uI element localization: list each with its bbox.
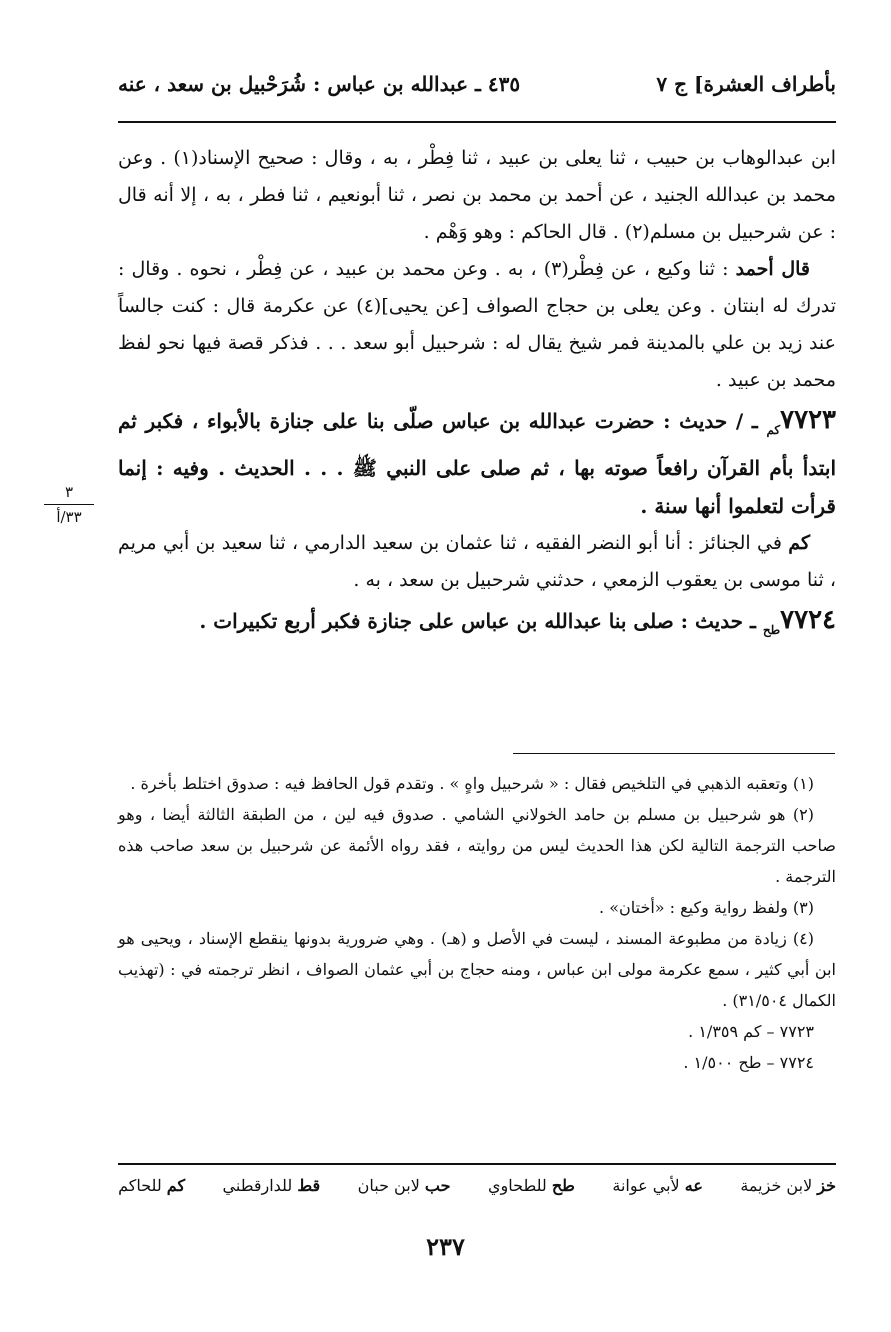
header-rule xyxy=(118,121,836,123)
folio-bottom: ٣٣/أ xyxy=(56,508,82,526)
legend-abbr: كم xyxy=(166,1176,186,1195)
manuscript-folio-note xyxy=(40,482,98,527)
legend-rule xyxy=(118,1163,836,1165)
legend-name: لأبي عوانة xyxy=(612,1176,680,1195)
legend-item xyxy=(358,1176,451,1195)
legend-name: لابن حبان xyxy=(357,1176,420,1195)
legend-item xyxy=(612,1176,703,1195)
abbreviation-legend xyxy=(118,1176,836,1195)
legend-item xyxy=(118,1176,185,1195)
source-reference: ٧٧٢٤ – طح ١/٥٠٠ . xyxy=(683,1053,814,1072)
hadith-entry xyxy=(118,601,836,649)
running-header xyxy=(118,72,836,106)
legend-abbr: طح xyxy=(551,1176,575,1195)
hadith-text: ـ حديث : صلى بنا عبدالله بن عباس على جنازة فكبر أربع تكبيرات . xyxy=(199,609,763,633)
footnote: (٤) زيادة من مطبوعة المسند ، ليست في الأصل و (هـ) . وهي ضرورية بدونها ينقطع الإسناد ، ويحيى هو ابن أبي كثير ، سمع عكرمة مولى ابن عباس ، ومنه حجاج بن أبي عثمان الصواف ، انظر ترجمته في : (تهذيب الكمال ٣١/٥٠٤) . xyxy=(118,929,836,1010)
legend-item xyxy=(488,1176,575,1195)
legend-name: للدارقطني xyxy=(222,1176,293,1195)
legend-item xyxy=(223,1176,321,1195)
footnote: (٣) ولفظ رواية وكيع : «أختان» . xyxy=(599,898,814,917)
footnote-separator xyxy=(513,753,835,754)
paragraph-text: : ثنا وكيع ، عن فِطْر(٣) ، به . وعن محمد بن عبيد ، عن فِطْر ، نحوه . وقال : تدرك له ابنتان . وعن يعلى بن حجاج الصواف [عن يحيى](٤) عن عكرمة قال : كنت جالساً عند زيد بن علي بالمدينة فمر شيخ يقال له : شرحبيل أبو سعد . . . فذكر قصة فيها نحو لفظ محمد بن عبيد . xyxy=(118,258,837,391)
hadith-number: ٧٧٢٣ xyxy=(780,405,836,435)
hadith-source-tag: طح xyxy=(762,623,781,637)
legend-abbr: قط xyxy=(297,1176,321,1195)
paragraph: ابن عبدالوهاب بن حبيب ، ثنا يعلى بن عبيد ، ثنا فِطْر ، به ، وقال : صحيح الإسناد(١) . وعن محمد بن عبدالله الجنيد ، عن أحمد بن محمد بن نصر ، ثنا أبونعيم ، ثنا فطر ، به ، إلا أنه قال : عن شرحبيل بن مسلم(٢) . قال الحاكم : وهو وَهْم . xyxy=(118,147,836,243)
paragraph xyxy=(118,525,836,599)
legend-name: لابن خزيمة xyxy=(740,1176,813,1195)
paragraph-text: في الجنائز : أنا أبو النضر الفقيه ، ثنا عثمان بن سعيد الدارمي ، ثنا سعيد بن أبي مريم ، ثنا موسى بن يعقوب الزمعي ، حدثني شرحبيل بن سعد ، به . xyxy=(118,532,836,591)
hadith-source-tag: كم xyxy=(766,423,781,437)
paragraph-lead: قال أحمد xyxy=(735,258,810,280)
legend-name: للطحاوي xyxy=(487,1176,547,1195)
hadith-entry xyxy=(118,401,836,525)
legend-abbr: حب xyxy=(424,1176,451,1195)
header-volume: بأطراف العشرة] ج ٧ xyxy=(656,72,836,96)
header-chapter: ٤٣٥ ـ عبدالله بن عباس : شُرَحْبيل بن سعد ، عنه xyxy=(118,72,521,96)
folio-top: ٣ xyxy=(64,483,74,501)
hadith-number: ٧٧٢٤ xyxy=(780,605,836,635)
main-text xyxy=(118,140,836,649)
legend-abbr: خز xyxy=(817,1176,836,1195)
legend-abbr: عه xyxy=(684,1176,703,1195)
footnote: (١) وتعقبه الذهبي في التلخيص فقال : « شرحبيل واهٍ » . وتقدم قول الحافظ فيه : صدوق اختلط بأخرة . xyxy=(130,774,814,793)
paragraph xyxy=(118,251,836,399)
folio-divider xyxy=(44,504,94,505)
hadith-text: ـ / حديث : حضرت عبدالله بن عباس صلّى بنا على جنازة بالأبواء ، فكبر ثم ابتدأ بأم القرآن رافعاً صوته بها ، ثم صلى على النبي ﷺ . . . الحديث . وفيه : إنما قرأت لتعلموا أنها سنة . xyxy=(118,409,836,518)
footnote: (٢) هو شرحبيل بن مسلم بن حامد الخولاني الشامي . صدوق فيه لين ، من الطبقة الثالثة أيضا ، وهو صاحب الترجمة التالية لكن هذا الحديث ليس من روايته ، فقد رواه الأئمة عن شرحبيل بن سعد صاحب هذه الترجمة . xyxy=(118,805,836,886)
legend-item xyxy=(740,1176,836,1195)
source-reference: ٧٧٢٣ – كم ١/٣٥٩ . xyxy=(688,1022,814,1041)
footnotes xyxy=(118,768,836,1078)
page-number: ٢٣٧ xyxy=(426,1232,465,1261)
legend-name: للحاكم xyxy=(118,1176,162,1195)
paragraph-lead: كم xyxy=(788,532,810,554)
